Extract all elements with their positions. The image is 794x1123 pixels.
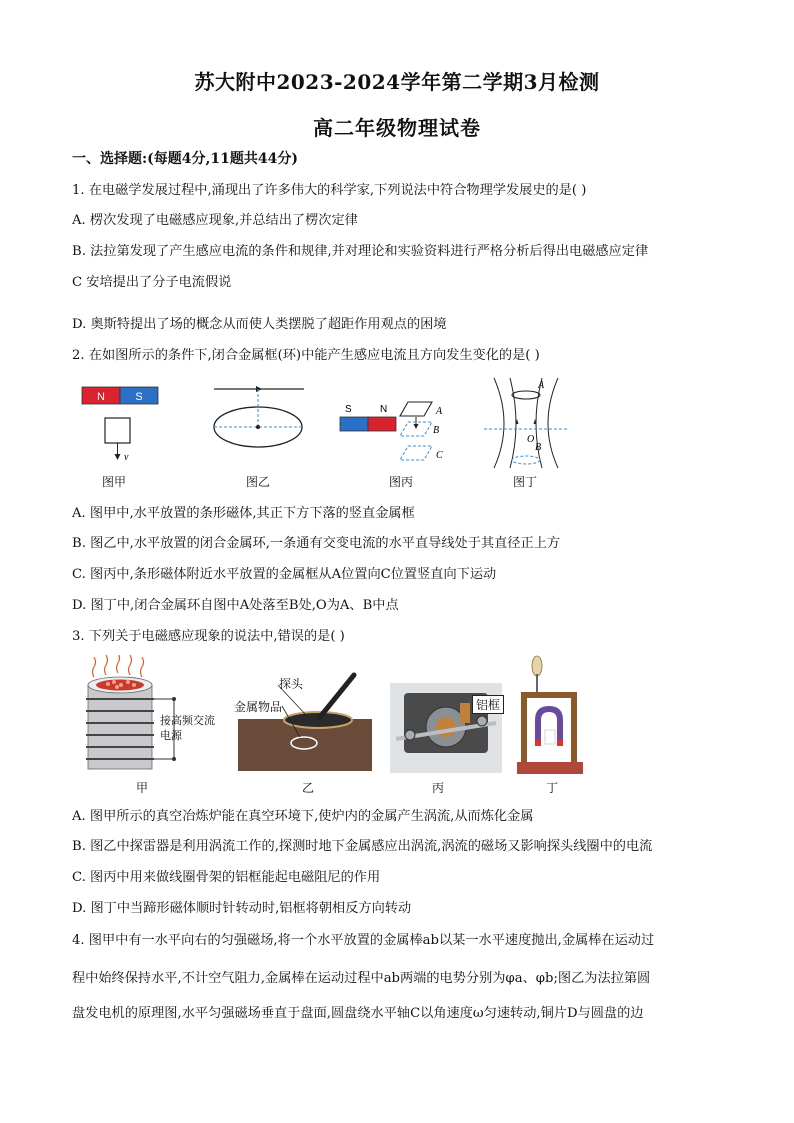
q1-option-d: D. 奥斯特提出了场的概念从而使人类摆脱了超距作用观点的困境 — [72, 317, 447, 332]
q2-stem: 2. 在如图所示的条件下,闭合金属框(环)中能产生感应电流且方向发生变化的是( ) — [72, 348, 540, 363]
q2-caption-jia: 图甲 — [101, 475, 126, 489]
q1-option-a: A. 楞次发现了电磁感应现象,并总结出了楞次定律 — [72, 213, 358, 228]
magnet-south-pole — [340, 417, 368, 431]
field-line-left-inner — [510, 378, 516, 468]
b-label: B — [433, 425, 440, 436]
velocity-arrowhead — [115, 454, 121, 460]
horseshoe-magnet — [535, 706, 563, 744]
q2-figure-jia — [80, 382, 164, 464]
q3-probe-label: 探头 — [278, 677, 303, 691]
o-label: O — [527, 434, 535, 445]
probe-handle — [320, 675, 354, 717]
q3-option-d: D. 图丁中当蹄形磁体顺时针转动时,铝框将朝相反方向转动 — [72, 901, 412, 916]
c-label: C — [436, 450, 443, 461]
left-post — [521, 692, 527, 764]
magnet-pole-right — [557, 740, 563, 746]
frame-position-c — [400, 446, 432, 460]
q2-figure-ding — [480, 376, 572, 470]
n-label: N — [97, 391, 105, 403]
heat-waves — [93, 655, 144, 677]
a-label: A — [436, 406, 443, 417]
q2-figure-yi — [210, 385, 310, 465]
down-arrowhead — [414, 424, 419, 429]
aluminum-frame — [545, 730, 555, 744]
metal-frame — [105, 418, 130, 443]
q3-stem: 3. 下列关于电磁感应现象的说法中,错误的是( ) — [72, 629, 345, 644]
left-screw — [405, 730, 415, 740]
frame-position-a — [400, 402, 432, 416]
right-screw — [477, 716, 487, 726]
s-label: S — [345, 404, 352, 415]
ring-position-b — [512, 456, 540, 464]
q4-line-1: 4. 图甲中有一水平向右的匀强磁场,将一个水平放置的金属棒ab以某一水平速度抛出,金属棒在运动过 — [72, 933, 655, 948]
current-arrow — [256, 386, 262, 392]
q2-caption-ding: 图丁 — [512, 475, 537, 489]
terminal-bottom — [172, 757, 176, 761]
q2-figure-bing — [336, 384, 458, 470]
q2-caption-bing: 图丙 — [388, 475, 413, 489]
top-beam — [521, 692, 577, 698]
crank-handle — [532, 656, 542, 676]
q1-stem: 1. 在电磁学发展过程中,涌现出了许多伟大的科学家,下列说法中符合物理学发展史的是( ) — [72, 183, 587, 198]
q2-option-c: C. 图丙中,条形磁体附近水平放置的金属框从A位置向C位置竖直向下运动 — [72, 567, 497, 582]
q3-caption-ding: 丁 — [545, 781, 558, 795]
q4-line-2: 程中始终保持水平,不计空气阻力,金属棒在运动过程中ab两端的电势分别为φa、φb;图乙为法拉第圆 — [72, 971, 651, 986]
probe-head — [284, 712, 352, 728]
q1-option-b: B. 法拉第发现了产生感应电流的条件和规律,并对理论和实验资料进行严格分析后得出电磁感应定律 — [72, 244, 649, 259]
coil-winding — [460, 703, 470, 723]
ring-position-a — [512, 391, 540, 399]
q1-option-c: C 安培提出了分子电流假说 — [72, 275, 232, 290]
q4-line-3: 盘发电机的原理图,水平匀强磁场垂直于盘面,圆盘绕水平轴C以角速度ω匀速转动,铜片D与圆盘的边 — [72, 1006, 644, 1021]
q2-caption-yi: 图乙 — [245, 475, 270, 489]
right-post — [571, 692, 577, 764]
q3-figure-ding — [517, 654, 583, 776]
furnace-body — [88, 685, 152, 769]
q3-option-c: C. 图丙中用来做线圈骨架的铝框能起电磁阻尼的作用 — [72, 870, 381, 885]
q3-caption-bing: 丙 — [431, 781, 444, 795]
s-label: S — [135, 391, 143, 403]
q3-option-a: A. 图甲所示的真空冶炼炉能在真空环境下,使炉内的金属产生涡流,从而炼化金属 — [72, 809, 534, 824]
field-line-right-outer — [548, 378, 558, 468]
field-line-left-outer — [494, 378, 504, 468]
q3-caption-jia: 甲 — [135, 781, 148, 795]
q2-option-b: B. 图乙中,水平放置的闭合金属环,一条通有交变电流的水平直导线处于其直径正上方 — [72, 536, 561, 551]
terminal-top — [172, 697, 176, 701]
q3-jia-power-label: 接高频交流电源 — [160, 714, 215, 742]
exam-subtitle: 高二年级物理试卷 — [313, 116, 481, 140]
base-board — [517, 762, 583, 774]
b-label: B — [535, 442, 542, 453]
field-line-right-inner — [536, 378, 542, 468]
v-label: v — [124, 452, 129, 463]
q3-metal-label: 金属物品 — [233, 700, 282, 714]
section-heading: 一、选择题:(每题4分,11题共44分) — [72, 151, 298, 167]
q2-option-d: D. 图丁中,闭合金属环自图中A处落至B处,O为A、B中点 — [72, 598, 399, 613]
q3-caption-yi: 乙 — [301, 781, 314, 795]
q2-option-a: A. 图甲中,水平放置的条形磁体,其正下方下落的竖直金属框 — [72, 506, 415, 521]
exam-title: 苏大附中2023-2024学年第二学期3月检测 — [194, 70, 600, 94]
magnet-pole-left — [535, 740, 541, 746]
magnet-north-pole — [368, 417, 396, 431]
a-label: A — [538, 380, 545, 391]
n-label: N — [380, 404, 388, 415]
ring-center — [256, 425, 260, 429]
q3-aluminum-frame-label: 铝框 — [472, 695, 504, 714]
q3-option-b: B. 图乙中探雷器是利用涡流工作的,探测时地下金属感应出涡流,涡流的磁场又影响探头线圈中的电流 — [72, 839, 653, 854]
